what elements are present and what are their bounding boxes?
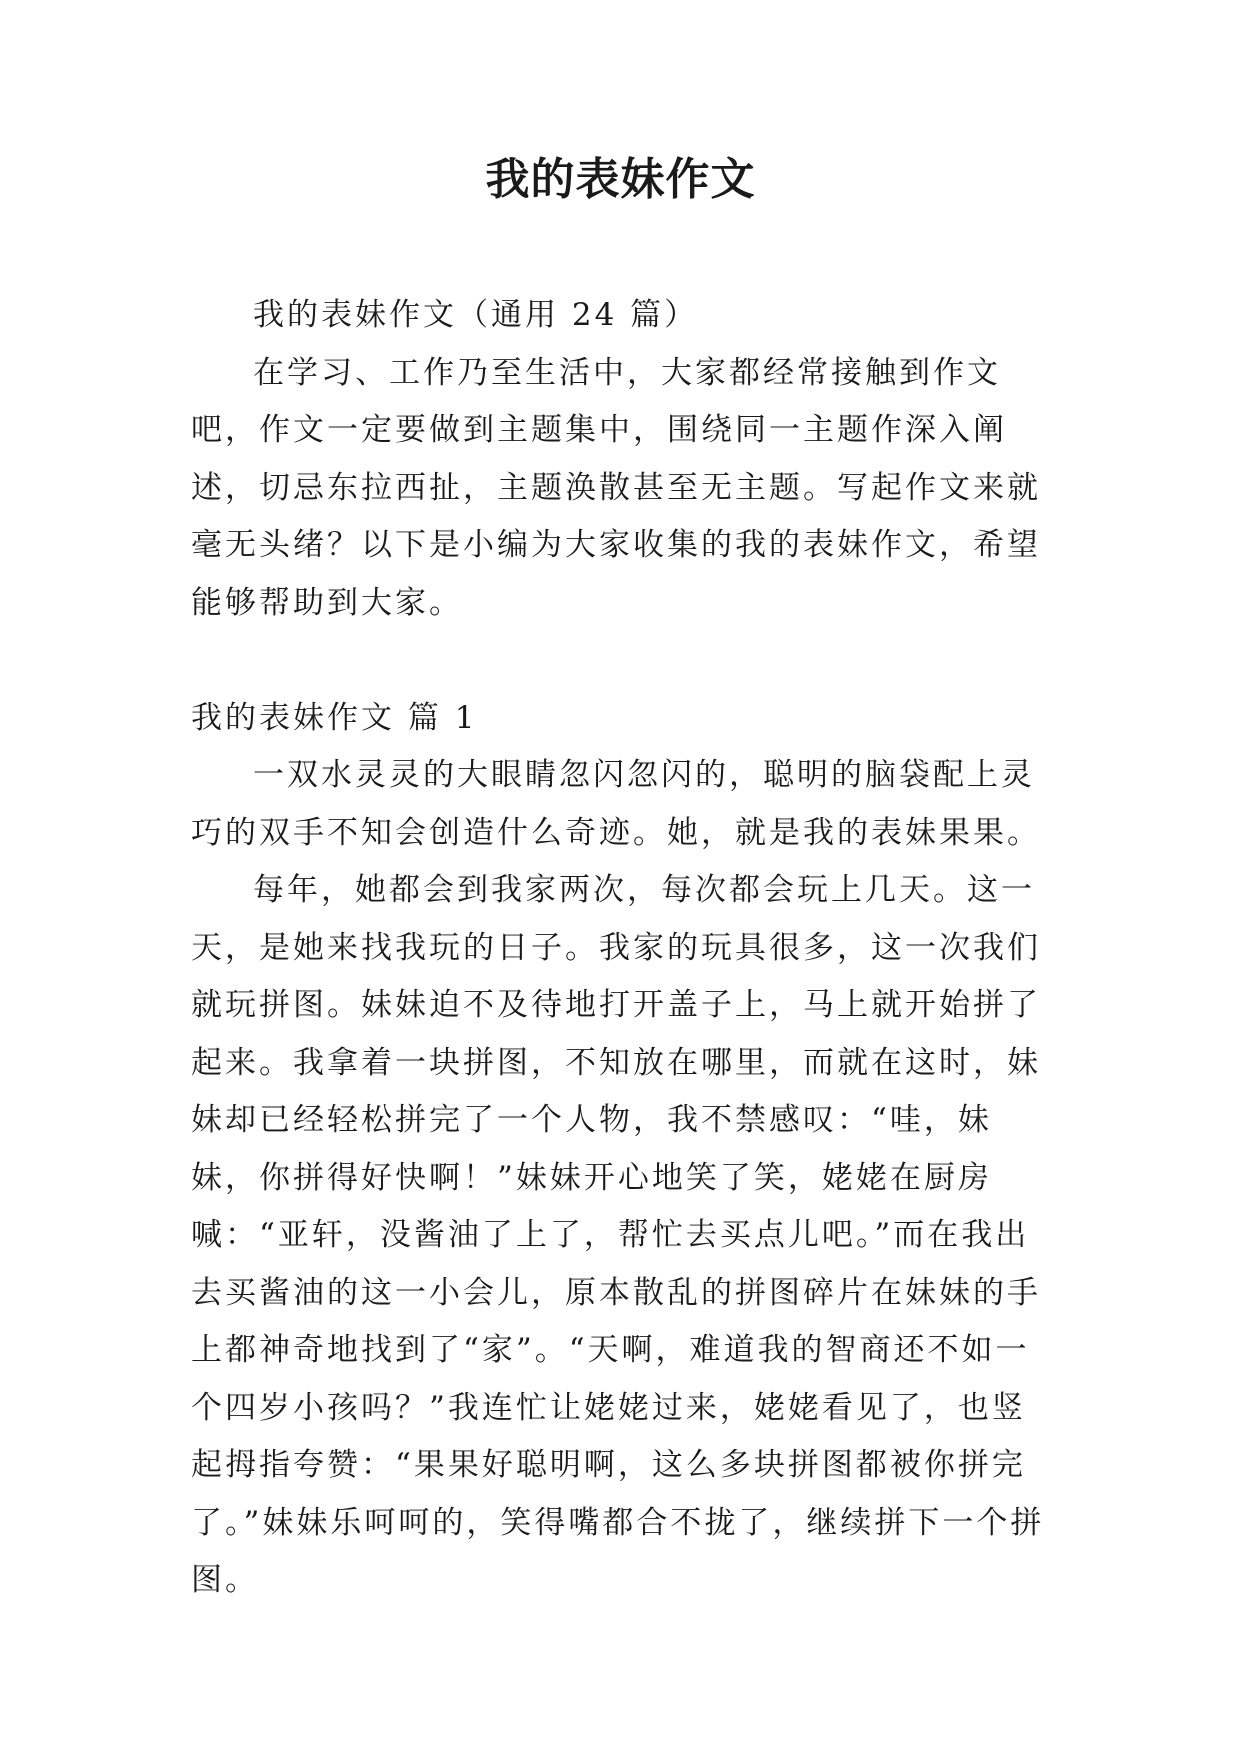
body-paragraph: 一双水灵灵的大眼睛忽闪忽闪的，聪明的脑袋配上灵巧的双手不知会创造什么奇迹。她，就是我的表妹果果。 — [191, 757, 1041, 851]
document-subtitle: 我的表妹作文（通用 24 篇） — [253, 297, 699, 333]
document-title: 我的表妹作文 — [485, 154, 756, 205]
intro-paragraph: 在学习、工作乃至生活中，大家都经常接触到作文吧，作文一定要做到主题集中，围绕同一主题作深入阐述，切忌东拉西扯，主题涣散甚至无主题。写起作文来就毫无头绪？以下是小编为大家收集的我的表妹作文，希望能够帮助到大家。 — [191, 354, 1041, 621]
document-body — [191, 287, 1053, 1610]
section-spacer — [191, 632, 1053, 690]
section-heading: 我的表妹作文 篇 1 — [191, 699, 478, 736]
body-paragraph: 每年，她都会到我家两次，每次都会玩上几天。这一天，是她来找我玩的日子。我家的玩具很多，这一次我们就玩拼图。妹妹迫不及待地打开盖子上，马上就开始拼了起来。我拿着一块拼图，不知放在哪里，而就在这时，妹妹却已经轻松拼完了一个人物，我不禁感叹：“哇，妹妹，你拼得好快啊！”妹妹开心地笑了笑，姥姥在厨房喊：“亚轩，没酱油了上了，帮忙去买点儿吧。”而在我出去买酱油的这一小会儿，原本散乱的拼图碎片在妹妹的手上都神奇地找到了“家”。“天啊，难道我的智商还不如一个四岁小孩吗？”我连忙让姥姥过来，姥姥看见了，也竖起拇指夸赞：“果果好聪明啊，这么多块拼图都被你拼完了。”妹妹乐呵呵的，笑得嘴都合不拢了，继续拼下一个拼图。 — [191, 872, 1045, 1598]
